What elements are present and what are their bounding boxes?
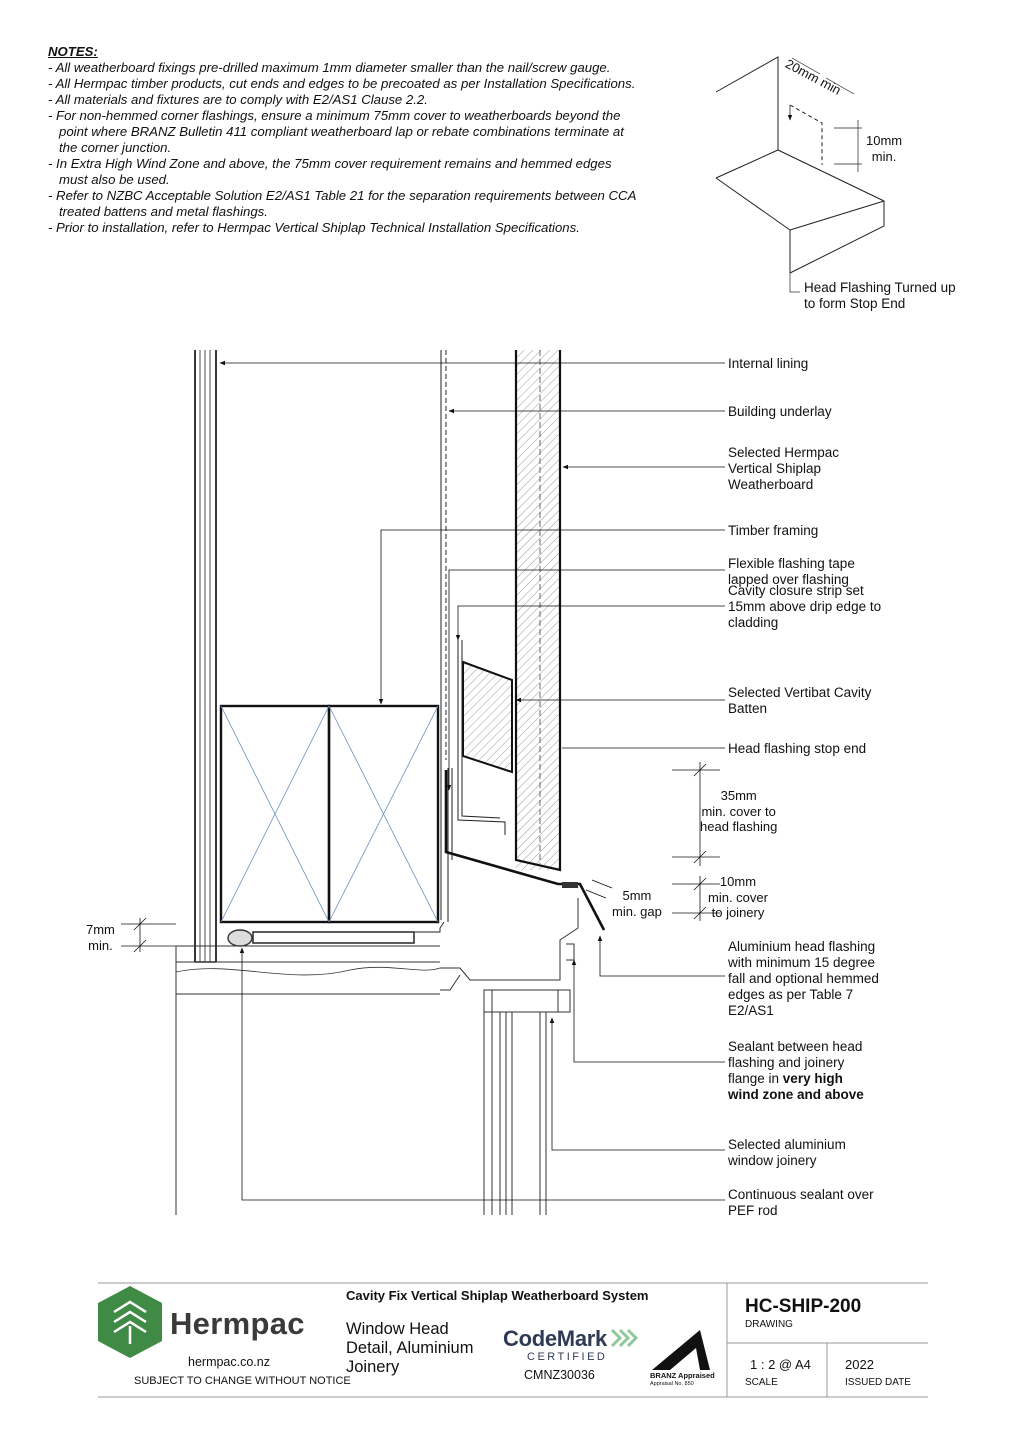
codemark-certified: CERTIFIED bbox=[527, 1351, 608, 1363]
label-flashing-tape: Flexible flashing tape lapped over flashing bbox=[728, 556, 855, 587]
note-line: - For non-hemmed corner flashings, ensure a minimum 75mm cover to weatherboards beyond the bbox=[48, 108, 621, 123]
joinery-shape bbox=[440, 898, 578, 1215]
note-line: - All weatherboard fixings pre-drilled maximum 1mm diameter smaller than the nail/screw gauge. bbox=[48, 60, 611, 75]
dimension-lines bbox=[121, 762, 720, 952]
notes-title: NOTES: bbox=[48, 44, 98, 59]
scale-label: SCALE bbox=[745, 1377, 778, 1388]
label-weatherboard: Selected Hermpac Vertical Shiplap Weatherboard bbox=[728, 445, 840, 492]
hermpac-logo-icon bbox=[98, 1286, 162, 1358]
note-line: the corner junction. bbox=[48, 140, 172, 155]
label-cavity-batten: Selected Vertibat Cavity Batten bbox=[728, 685, 872, 716]
note-line: - In Extra High Wind Zone and above, the 75mm cover requirement remains and hemmed edges bbox=[48, 156, 612, 171]
label-sealant-emphasis: very high wind zone and above bbox=[728, 1071, 864, 1102]
drawing-label: DRAWING bbox=[745, 1319, 793, 1330]
codemark-logo: CodeMark bbox=[503, 1326, 607, 1351]
branz-label: BRANZ Appraised bbox=[650, 1371, 715, 1380]
label-sealant bbox=[728, 1039, 864, 1103]
internal-lining-shape bbox=[195, 350, 216, 962]
dim-gap-7: 7mm min. bbox=[86, 922, 115, 953]
codemark-chevron-icon bbox=[612, 1330, 636, 1346]
dim-gap-5: 5mm min. gap bbox=[612, 888, 662, 919]
detail-title: Window Head Detail, Aluminium Joinery bbox=[346, 1320, 474, 1376]
drawing-code: HC-SHIP-200 bbox=[745, 1296, 862, 1317]
dim-cover-10: 10mm min. cover to joinery bbox=[708, 874, 768, 920]
label-internal-lining: Internal lining bbox=[728, 356, 809, 371]
label-cavity-closure: Cavity closure strip set 15mm above drip edge to cladding bbox=[728, 583, 882, 630]
label-timber-framing: Timber framing bbox=[728, 523, 819, 538]
label-pef-sealant: Continuous sealant over PEF rod bbox=[728, 1187, 874, 1218]
note-line: - Prior to installation, refer to Hermpac Vertical Shiplap Technical Installation Specifications. bbox=[48, 220, 580, 235]
timber-framing-shape bbox=[221, 706, 438, 922]
note-line: treated battens and metal flashings. bbox=[48, 204, 268, 219]
note-line: must also be used. bbox=[48, 172, 170, 187]
issued-value: 2022 bbox=[845, 1357, 874, 1372]
cavity-batten-shape bbox=[463, 662, 512, 772]
label-joinery: Selected aluminium window joinery bbox=[728, 1137, 846, 1168]
codemark-number: CMNZ30036 bbox=[524, 1368, 595, 1382]
stop-end-sketch bbox=[716, 57, 884, 292]
note-line: - All materials and fixtures are to comply with E2/AS1 Clause 2.2. bbox=[48, 92, 428, 107]
issued-label: ISSUED DATE bbox=[845, 1377, 911, 1388]
leader-lines bbox=[220, 363, 725, 1200]
branz-text bbox=[650, 1372, 715, 1388]
branz-number: Appraisal No. 850 bbox=[650, 1381, 694, 1387]
inset-dim-top: 20mm min bbox=[782, 56, 844, 98]
branz-mark-icon bbox=[652, 1330, 710, 1370]
head-board-shape bbox=[176, 930, 440, 1215]
note-line: - Refer to NZBC Acceptable Solution E2/AS1 Table 21 for the separation requirements between CCA bbox=[48, 188, 637, 203]
dim-cover-35: 35mm min. cover to head flashing bbox=[700, 788, 778, 834]
brand-name: Hermpac bbox=[170, 1306, 305, 1341]
inset-caption: Head Flashing Turned up to form Stop End bbox=[804, 280, 956, 311]
notice-text: SUBJECT TO CHANGE WITHOUT NOTICE bbox=[134, 1375, 351, 1387]
note-line: point where BRANZ Bulletin 411 compliant weatherboard lap or rebate combinations terminate at bbox=[48, 124, 624, 139]
scale-value: 1 : 2 @ A4 bbox=[750, 1357, 811, 1372]
label-building-underlay: Building underlay bbox=[728, 404, 832, 419]
label-sealant-text: Sealant between head flashing and joinery flange in bbox=[728, 1039, 863, 1086]
inset-dim-side: 10mm min. bbox=[866, 133, 903, 164]
note-line: - All Hermpac timber products, cut ends and edges to be precoated as per Installation Specifications. bbox=[48, 76, 636, 91]
weatherboard-shape bbox=[516, 350, 560, 870]
label-stop-end: Head flashing stop end bbox=[728, 741, 867, 756]
system-title: Cavity Fix Vertical Shiplap Weatherboard System bbox=[346, 1288, 649, 1303]
label-head-flashing: Aluminium head flashing with minimum 15 degree fall and optional hemmed edges as per Table 7 E2/AS1 bbox=[728, 939, 879, 1018]
website-link[interactable]: hermpac.co.nz bbox=[188, 1355, 270, 1369]
